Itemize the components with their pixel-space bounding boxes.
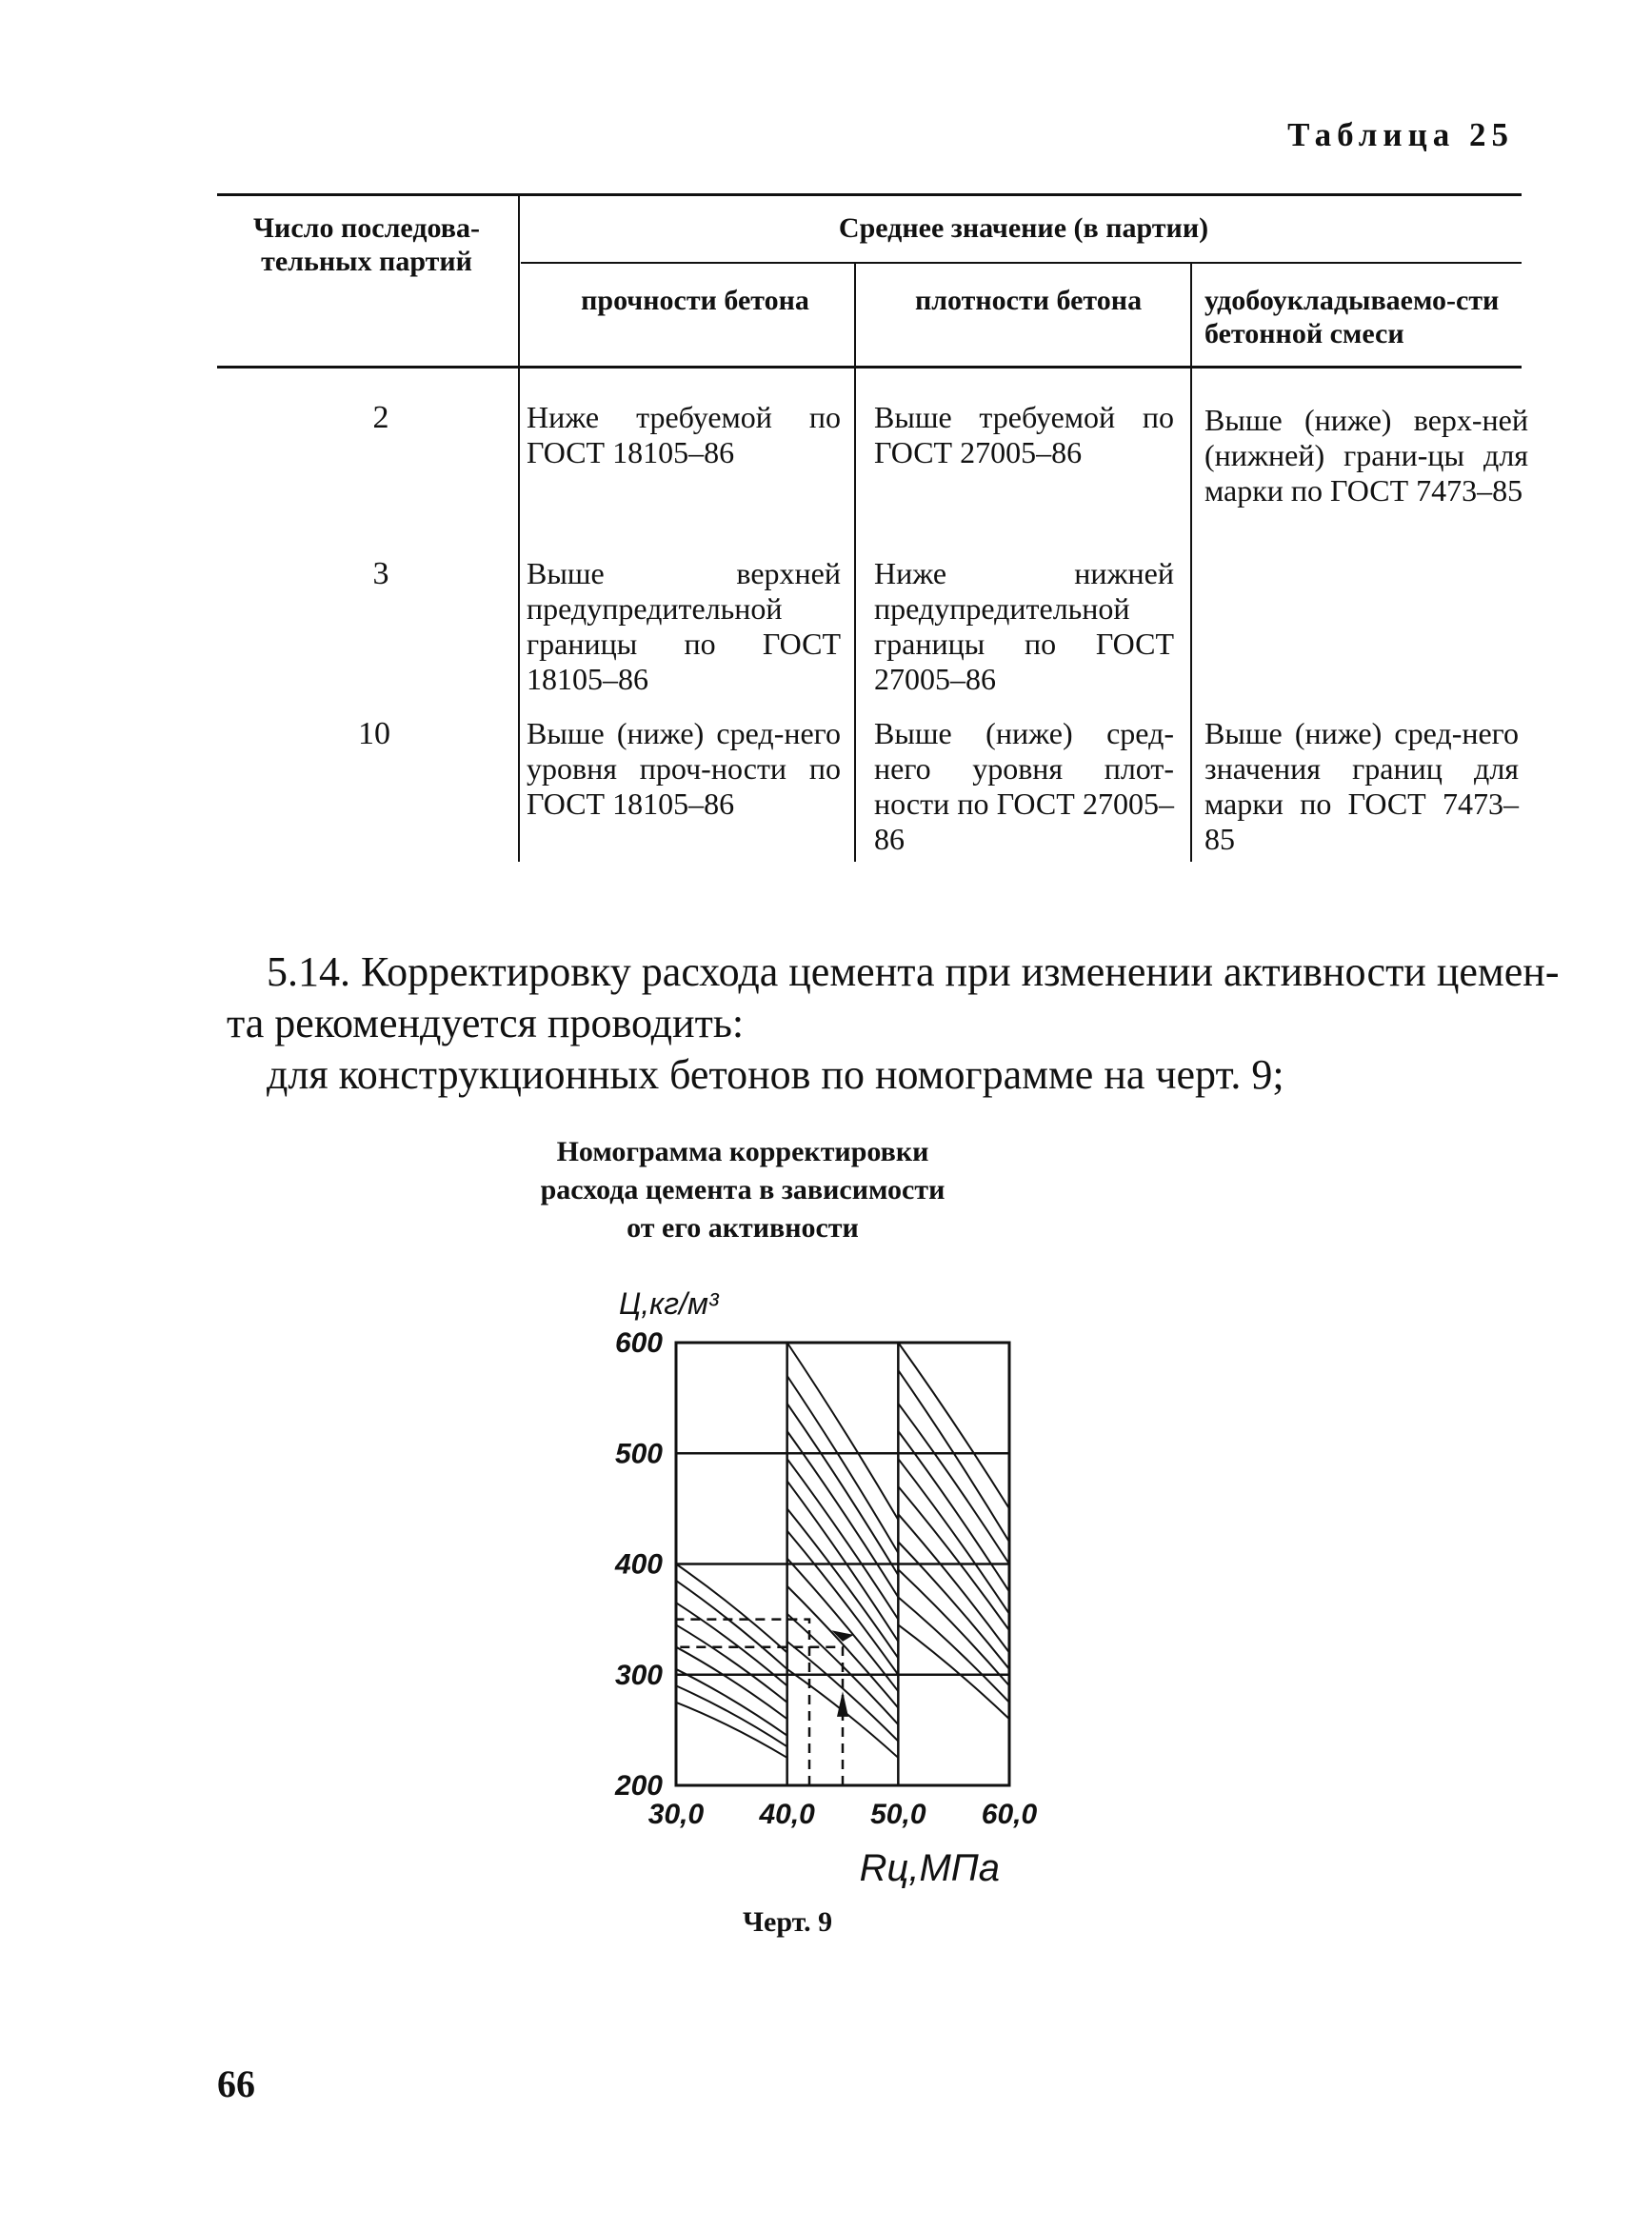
- table-cell: Выше требуемой по ГОСТ 27005–86: [874, 400, 1174, 469]
- curve-right: [898, 1370, 1009, 1542]
- y-tick-label: 500: [614, 1438, 663, 1470]
- x-tick-label: 50,0: [870, 1799, 926, 1830]
- table-vrule-2: [854, 264, 856, 862]
- table-cell: Ниже нижней предупредительной границы по ГОСТ 27005–86: [874, 556, 1174, 696]
- curve-right: [898, 1431, 1009, 1592]
- table-label: Таблица 25: [1287, 116, 1514, 153]
- y-axis-label: Ц,кг/м³: [619, 1286, 719, 1321]
- row-number: 3: [372, 556, 389, 591]
- table-col3-header: удобоукладываемо-сти бетонной смеси: [1204, 285, 1500, 349]
- page-number: 66: [217, 2062, 255, 2105]
- table-vrule-3: [1190, 264, 1192, 862]
- paragraph-line: для конструкционных бетонов по номограмме на черт. 9;: [267, 1051, 1284, 1098]
- figure-title-line: от его активности: [627, 1212, 859, 1244]
- curve-middle: [787, 1376, 899, 1553]
- curve-middle: [787, 1459, 899, 1620]
- table-group-header: Среднее значение (в партии): [838, 212, 1209, 244]
- y-tick-label: 300: [614, 1659, 663, 1691]
- x-tick-label: 60,0: [981, 1799, 1038, 1830]
- x-axis-label: Rц,МПа: [859, 1847, 1000, 1889]
- table-vrule-1: [518, 195, 520, 862]
- table-col1-header: прочности бетона: [581, 285, 809, 316]
- nomogram-chart: [571, 1266, 1085, 1895]
- curve-middle: [787, 1343, 899, 1520]
- table-cell: Выше (ниже) верх-ней (нижней) грани-цы для марки по ГОСТ 7473–85: [1204, 403, 1528, 508]
- curve-right: [898, 1624, 1009, 1719]
- curve-right: [898, 1542, 1009, 1669]
- curve-left: [676, 1624, 787, 1702]
- figure-label: Черт. 9: [743, 1906, 833, 1938]
- y-tick-label: 600: [614, 1327, 663, 1359]
- table-top-rule: [217, 193, 1522, 196]
- y-tick-label: 200: [614, 1770, 663, 1802]
- figure-title-line: Номограмма корректировки: [556, 1136, 929, 1167]
- curve-middle: [787, 1431, 899, 1597]
- table-cell: Ниже требуемой по ГОСТ 18105–86: [527, 400, 841, 469]
- table-cell: Выше (ниже) сред-него уровня проч-ности по ГОСТ 18105–86: [527, 716, 841, 821]
- curve-left: [676, 1564, 787, 1653]
- row-number: 2: [372, 400, 389, 435]
- table-header-rule: [217, 366, 1522, 369]
- table-cell: Выше (ниже) сред-него уровня плот-ности по ГОСТ 27005–86: [874, 716, 1174, 856]
- table-col0-header: Число последова-тельных партий: [253, 212, 480, 277]
- x-tick-label: 40,0: [759, 1799, 815, 1830]
- figure-title: [533, 1133, 952, 1247]
- paragraph-line: 5.14. Корректировку расхода цемента при изменении активности цемен-: [267, 948, 1560, 995]
- y-tick-label: 400: [614, 1548, 663, 1581]
- curve-middle: [787, 1481, 899, 1642]
- row-number: 10: [358, 716, 390, 751]
- table-group-rule: [521, 262, 1522, 264]
- table-cell: Выше верхней предупредительной границы по ГОСТ 18105–86: [527, 556, 841, 696]
- example-arrow: [837, 1691, 848, 1717]
- figure-title-line: расхода цемента в зависимости: [540, 1174, 945, 1205]
- curve-left: [676, 1703, 787, 1758]
- paragraph-line: та рекомендуется проводить:: [227, 1000, 745, 1046]
- table-cell: Выше (ниже) сред-него значения границ для марки по ГОСТ 7473–85: [1204, 716, 1519, 856]
- curve-left: [676, 1685, 787, 1746]
- curve-left: [676, 1603, 787, 1685]
- x-tick-label: 30,0: [647, 1799, 705, 1830]
- table-col2-header: плотности бетона: [914, 285, 1143, 316]
